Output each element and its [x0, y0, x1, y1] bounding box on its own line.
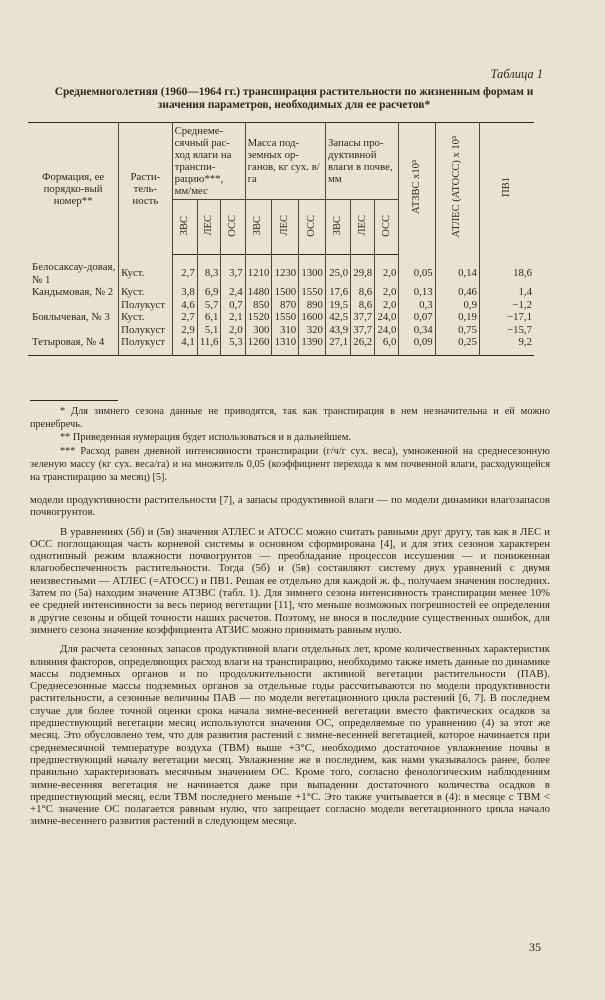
page-number: 35 — [529, 940, 541, 954]
subheader-les: ЛЕС — [351, 200, 375, 255]
value-cell: 1390 — [299, 336, 326, 349]
value-cell: 0,05 — [399, 261, 435, 286]
subheader-oss: ОСС — [375, 200, 399, 255]
subheader-zvs: ЗВС — [172, 200, 197, 255]
value-cell: 2,0 — [375, 286, 399, 299]
footnotes — [30, 400, 550, 485]
table-row — [28, 286, 534, 299]
formation-cell: Белосаксау-довая, № 1 — [28, 261, 119, 286]
value-cell: 320 — [299, 324, 326, 337]
subheader-zvs: ЗВС — [245, 200, 272, 255]
formation-cell — [28, 324, 119, 337]
value-cell: 1230 — [272, 261, 299, 286]
formation-cell: Тетыровая, № 4 — [28, 336, 119, 349]
value-cell: 2,0 — [375, 261, 399, 286]
value-cell: 0,75 — [435, 324, 479, 337]
value-cell: 0,9 — [435, 299, 479, 312]
value-cell: 0,07 — [399, 311, 435, 324]
value-cell: 1480 — [245, 286, 272, 299]
header-transpiration: Среднеме-сячный рас-ход влаги на транспи-рацию***, мм/мес — [172, 123, 245, 200]
value-cell: 8,6 — [351, 286, 375, 299]
value-cell: 5,1 — [197, 324, 221, 337]
value-cell: −1,2 — [479, 299, 534, 312]
value-cell: 9,2 — [479, 336, 534, 349]
value-cell: 6,9 — [197, 286, 221, 299]
value-cell: 37,7 — [351, 311, 375, 324]
value-cell: 8,6 — [351, 299, 375, 312]
value-cell: 2,1 — [221, 311, 245, 324]
subheader-oss: ОСС — [299, 200, 326, 255]
subheader-oss: ОСС — [221, 200, 245, 255]
value-cell: 1210 — [245, 261, 272, 286]
value-cell: 11,6 — [197, 336, 221, 349]
table-body — [28, 255, 534, 356]
header-formation: Формация, ее порядко-вый номер** — [28, 123, 119, 255]
value-cell: 42,5 — [325, 311, 350, 324]
value-cell: 850 — [245, 299, 272, 312]
value-cell: 0,19 — [435, 311, 479, 324]
value-cell: 43,9 — [325, 324, 350, 337]
value-cell: 6,0 — [375, 336, 399, 349]
value-cell: 1520 — [245, 311, 272, 324]
vegetation-cell: Полукуст — [119, 336, 172, 349]
value-cell: 1550 — [299, 286, 326, 299]
value-cell: 4,6 — [172, 299, 197, 312]
value-cell: 18,6 — [479, 261, 534, 286]
header-reserves: Запасы про-дуктивной влаги в почве, мм — [325, 123, 398, 200]
formation-cell — [28, 299, 119, 312]
footnote-1: * Для зимнего сезона данные не приводятся, так как транспирация в нем незначительна и ей можно пренебречь. — [30, 406, 550, 430]
value-cell: 0,46 — [435, 286, 479, 299]
footnote-3: *** Расход равен дневной интенсивности транспирации (г/ч/г сух. веса), умноженной на среднесезонную зеленую массу (кг сух. веса/га) и на множитель 0,05 (коэффициент перехода к мм почвенной влаги, расходующейся на транспирацию за месяц) [5]. — [30, 446, 550, 483]
footnote-rule — [30, 400, 118, 401]
value-cell: 3,7 — [221, 261, 245, 286]
value-cell: 24,0 — [375, 311, 399, 324]
value-cell: 19,5 — [325, 299, 350, 312]
value-cell: 1310 — [272, 336, 299, 349]
vegetation-cell: Куст. — [119, 261, 172, 286]
value-cell: 2,7 — [172, 261, 197, 286]
value-cell: 3,8 — [172, 286, 197, 299]
vegetation-cell: Полукуст — [119, 299, 172, 312]
value-cell: 890 — [299, 299, 326, 312]
value-cell: 8,3 — [197, 261, 221, 286]
value-cell: 2,9 — [172, 324, 197, 337]
value-cell: 0,13 — [399, 286, 435, 299]
paragraph-continued: модели продуктивности растительности [7], а запасы продуктивной влаги — по модели динамики влагозапасов почвогрунтов. — [30, 494, 550, 519]
value-cell: 0,25 — [435, 336, 479, 349]
value-cell: 5,3 — [221, 336, 245, 349]
value-cell: 300 — [245, 324, 272, 337]
value-cell: 0,09 — [399, 336, 435, 349]
value-cell: 310 — [272, 324, 299, 337]
subheader-les: ЛЕС — [197, 200, 221, 255]
vegetation-cell: Полукуст — [119, 324, 172, 337]
header-mass: Масса под-земных ор-ганов, кг сух. в/га — [245, 123, 325, 200]
formation-cell: Боялычевая, № 3 — [28, 311, 119, 324]
value-cell: 37,7 — [351, 324, 375, 337]
value-cell: 0,14 — [435, 261, 479, 286]
value-cell: 17,6 — [325, 286, 350, 299]
value-cell: −15,7 — [479, 324, 534, 337]
header-atles: АТЛЕС (АТОСС) x 10³ — [435, 123, 479, 255]
value-cell: 27,1 — [325, 336, 350, 349]
table-row — [28, 299, 534, 312]
table-row — [28, 261, 534, 286]
table-row — [28, 336, 534, 349]
value-cell: 0,7 — [221, 299, 245, 312]
value-cell: 1260 — [245, 336, 272, 349]
value-cell: 2,7 — [172, 311, 197, 324]
value-cell: 1500 — [272, 286, 299, 299]
value-cell: 5,7 — [197, 299, 221, 312]
value-cell: 0,3 — [399, 299, 435, 312]
value-cell: 1550 — [272, 311, 299, 324]
value-cell: 2,4 — [221, 286, 245, 299]
value-cell: 870 — [272, 299, 299, 312]
formation-cell: Кандымовая, № 2 — [28, 286, 119, 299]
value-cell: 6,1 — [197, 311, 221, 324]
value-cell: 1600 — [299, 311, 326, 324]
data-table — [28, 122, 534, 356]
value-cell: 24,0 — [375, 324, 399, 337]
value-cell: 26,2 — [351, 336, 375, 349]
header-atzvs: АТЗВС x10³ — [399, 123, 435, 255]
header-plant: Расти-тель-ность — [119, 123, 172, 255]
value-cell: 25,0 — [325, 261, 350, 286]
value-cell: −17,1 — [479, 311, 534, 324]
value-cell: 0,34 — [399, 324, 435, 337]
value-cell: 29,8 — [351, 261, 375, 286]
vegetation-cell: Куст. — [119, 311, 172, 324]
value-cell: 4,1 — [172, 336, 197, 349]
table-caption: Среднемноголетняя (1960—1964 гг.) транспирация растительности по жизненным формам и значения параметров, необходимых для ее расчетов* — [54, 86, 534, 111]
table-row — [28, 324, 534, 337]
table-row — [28, 311, 534, 324]
subheader-zvs: ЗВС — [325, 200, 350, 255]
vegetation-cell: Куст. — [119, 286, 172, 299]
paragraph: В уравнениях (5б) и (5в) значения АТЛЕС и АТОСС можно считать равными друг другу, так как в ЛЕС и ОСС поглощающая часть корневой системы в основном сформирована [4], и для этих сезонов характерен однотипный режим влажности почвогрунтов — преобладание процессов иссушения — и пониженная влагообеспеченность растительности. Тогда (5б) и (5в) составляют систему двух уравнений с двумя неизвестными — АТЛЕС (=АТОСС) и ПВ1. Решая ее отдельно для каждой ж. ф., получаем значения последних. Затем по (5а) находим значение АТЗВС (табл. 1). Для зимнего сезона интенсивность транспирации менее 10% ее средней интенсивности за весь период вегетации [11], что меньше возможных погрешностей ее определения в другие сезоны и общей точности наших расчетов. Поэтому, не внося в последние существенных ошибок, для зимнего сезона значение коэффициента АТЗИС можно принимать равным нулю. — [30, 525, 550, 636]
header-pv1: ПВ1 — [479, 123, 534, 255]
table-label: Таблица 1 — [490, 67, 543, 81]
value-cell: 1,4 — [479, 286, 534, 299]
footnote-2: ** Приведенная нумерация будет использоваться и в дальнейшем. — [60, 432, 351, 444]
subheader-les: ЛЕС — [272, 200, 299, 255]
body-text — [30, 494, 550, 828]
value-cell: 2,0 — [221, 324, 245, 337]
value-cell: 1300 — [299, 261, 326, 286]
value-cell: 2,0 — [375, 299, 399, 312]
paragraph: Для расчета сезонных запасов продуктивной влаги отдельных лет, кроме количественных характеристик влияния факторов, определяющих расход влаги на транспирацию, необходимо также иметь данные по динамике массы подземных органов и по продолжительности активной вегетации растительности (ПАВ). Среднесезонные массы подземных органов за отдельные годы рассчитываются по модели продуктивности растительности, а сезонные величины ПАВ — по модели вегетационного цикла растений [6, 7]. В последнем случае для более точной оценки срока начала зимне-весенней вегетации вместо фактических осадков за предшествующий вегетации месяц используются значения ОС, определяемые по уравнению (4) за этот же месяц. Это обусловлено тем, что для развития растений с зимне-весенней вегетацией, которое начинается при среднемесячной температуре воздуха (ТВМ) выше +3°С, необходимо достаточное увлажнение почвы в предшествующий началу вегетации месяц. Увлажнение же в последнем, как нами указывалось ранее, более правильно характеризовать месячным значением ОС. Кроме того, согласно фенологическим наблюдениям зимне-весенняя вегетация не начинается даже при выпадении достаточного количества осадков в предшествующий месяц, если ТВМ последнего меньше +1°С. Это также учитывается в (4): в месяце с ТВМ < +1°С значение ОС полагается равным нулю, что запрещает согласно модели вегетационного цикла начало зимне-весеннего развития растений в следующем месяце. — [30, 643, 550, 828]
